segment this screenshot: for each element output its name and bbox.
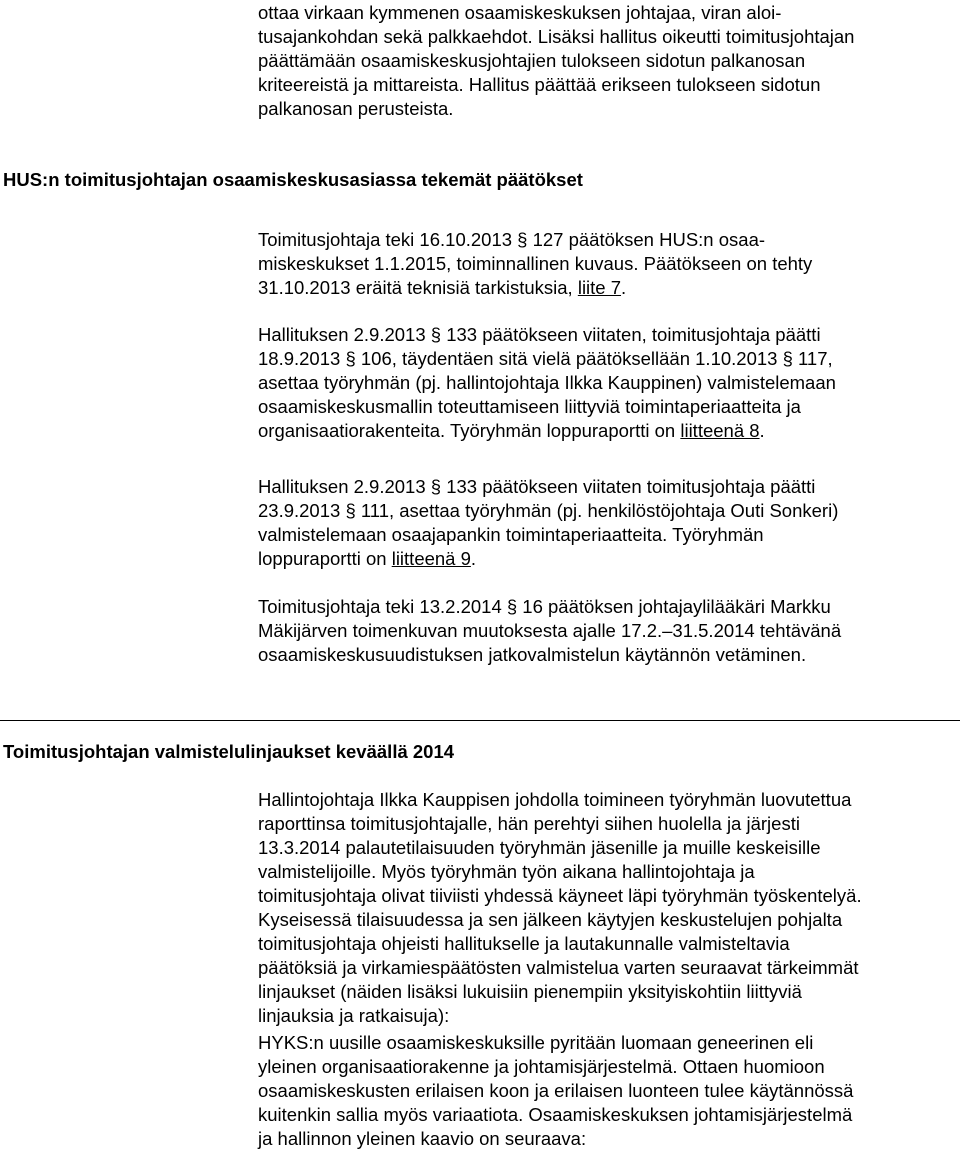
text-line: asettaa työryhmän (pj. hallintojohtaja Ilkka Kauppinen) valmistelemaan — [258, 372, 836, 393]
text-line: Mäkijärven toimenkuvan muutoksesta ajalle 17.2.–31.5.2014 tehtävänä — [258, 620, 842, 641]
section-heading: HUS:n toimitusjohtajan osaamiskeskusasiassa tekemät päätökset — [3, 169, 583, 190]
text-segment: . — [759, 420, 765, 441]
text-segment: loppuraportti on — [258, 548, 392, 569]
text-line: 23.9.2013 § 111, asettaa työryhmän (pj. henkilöstöjohtaja Outi Sonkeri) — [258, 500, 839, 521]
text-line: osaamiskeskusten erilaisen koon ja erilaisen luonteen tulee käytännössä — [258, 1080, 854, 1101]
text-segment: organisaatiorakenteita. Työryhmän loppuraportti on — [258, 420, 681, 441]
attachment-link[interactable]: liite 7 — [577, 277, 622, 298]
text-line: osaamiskeskusmallin toteuttamiseen liittyviä toimintaperiaatteita ja — [258, 396, 801, 417]
text-line: päättämään osaamiskeskusjohtajien tulokseen sidotun palkanosan — [258, 50, 806, 71]
text-segment: . — [621, 277, 627, 298]
section1-paragraph-2 — [258, 323, 958, 443]
text-line: HYKS:n uusille osaamiskeskuksille pyritään luomaan geneerinen eli — [258, 1032, 814, 1053]
section1-paragraph-3 — [258, 475, 958, 571]
text-line: Hallintojohtaja Ilkka Kauppisen johdolla toimineen työryhmän luovutettua — [258, 789, 852, 810]
text-line — [258, 276, 958, 300]
text-line: Toimitusjohtaja teki 13.2.2014 § 16 päätöksen johtajaylilääkäri Markku — [258, 596, 831, 617]
text-line: Hallituksen 2.9.2013 § 133 päätökseen viitaten toimitusjohtaja päätti — [258, 476, 816, 497]
text-line: yleinen organisaatiorakenne ja johtamisjärjestelmä. Ottaen huomioon — [258, 1056, 825, 1077]
text-line: valmistelemaan osaajapankin toimintaperiaatteita. Työryhmän — [258, 524, 764, 545]
text-line: valmistelijoille. Myös työryhmän työn aikana hallintojohtaja ja — [258, 861, 755, 882]
text-line: ottaa virkaan kymmenen osaamiskeskuksen johtajaa, viran aloi- — [258, 2, 782, 23]
section2-paragraph-2 — [258, 1031, 958, 1151]
attachment-link[interactable]: liitteenä 8 — [680, 420, 760, 441]
text-line: kriteereistä ja mittareista. Hallitus päättää erikseen tulokseen sidotun — [258, 74, 821, 95]
text-line: miskeskukset 1.1.2015, toiminnallinen kuvaus. Päätökseen on tehty — [258, 253, 813, 274]
attachment-link[interactable]: liitteenä 9 — [391, 548, 471, 569]
section-heading: Toimitusjohtajan valmistelulinjaukset keväällä 2014 — [3, 741, 455, 762]
text-line: osaamiskeskusuudistuksen jatkovalmistelun käytännön vetäminen. — [258, 644, 807, 665]
section-divider — [0, 720, 960, 721]
text-line: 13.3.2014 palautetilaisuuden työryhmän jäsenille ja muille keskeisille — [258, 837, 821, 858]
intro-paragraph — [258, 1, 958, 121]
text-line: Kyseisessä tilaisuudessa ja sen jälkeen käytyjen keskustelujen pohjalta — [258, 909, 843, 930]
text-line: toimitusjohtaja ohjeisti hallitukselle ja lautakunnalle valmisteltavia — [258, 933, 790, 954]
text-line: toimitusjohtaja olivat tiiviisti yhdessä käyneet läpi työryhmän työskentelyä. — [258, 885, 862, 906]
text-line — [258, 547, 958, 571]
text-line — [258, 419, 958, 443]
text-line: 18.9.2013 § 106, täydentäen sitä vielä päätöksellään 1.10.2013 § 117, — [258, 348, 833, 369]
text-line: Hallituksen 2.9.2013 § 133 päätökseen viitaten, toimitusjohtaja päätti — [258, 324, 821, 345]
text-line: linjauksia ja ratkaisuja): — [258, 1005, 450, 1026]
text-segment: 31.10.2013 eräitä teknisiä tarkistuksia, — [258, 277, 578, 298]
text-line: tusajankohdan sekä palkkaehdot. Lisäksi hallitus oikeutti toimitusjohtajan — [258, 26, 855, 47]
section2-paragraph-1 — [258, 788, 958, 1028]
section1-paragraph-1 — [258, 228, 958, 300]
text-line: raporttinsa toimitusjohtajalle, hän perehtyi siihen huolella ja järjesti — [258, 813, 800, 834]
section1-paragraph-4 — [258, 595, 958, 667]
text-line: Toimitusjohtaja teki 16.10.2013 § 127 päätöksen HUS:n osaa- — [258, 229, 766, 250]
text-line: palkanosan perusteista. — [258, 98, 454, 119]
text-segment: . — [470, 548, 477, 569]
text-line: ja hallinnon yleinen kaavio on seuraava: — [258, 1128, 587, 1149]
text-line: kuitenkin sallia myös variaatiota. Osaamiskeskuksen johtamisjärjestelmä — [258, 1104, 853, 1125]
text-line: linjaukset (näiden lisäksi lukuisiin pienempiin yksityiskohtiin liittyviä — [258, 981, 802, 1002]
text-line: päätöksiä ja virkamiespäätösten valmistelua varten seuraavat tärkeimmät — [258, 957, 859, 978]
